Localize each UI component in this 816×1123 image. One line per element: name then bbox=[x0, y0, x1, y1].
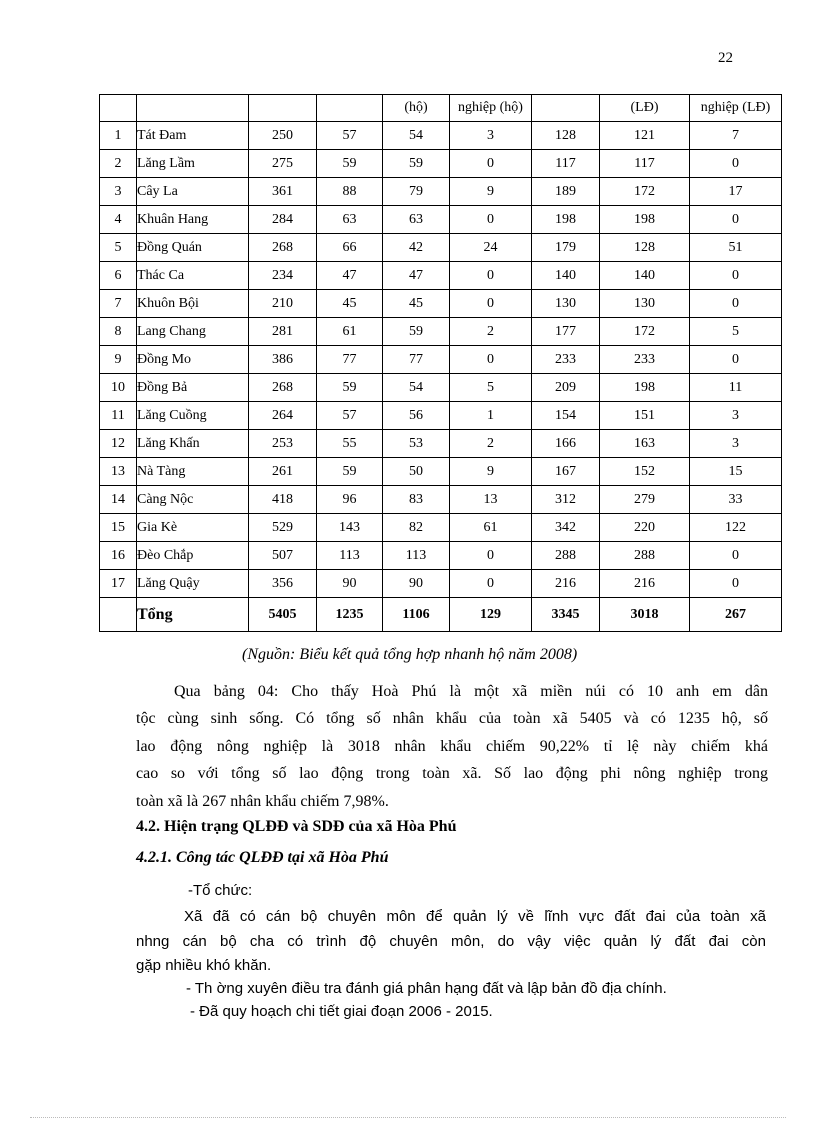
table-cell: 9 bbox=[100, 346, 137, 374]
table-cell: 0 bbox=[690, 570, 782, 598]
table-cell: 88 bbox=[317, 178, 383, 206]
table-row bbox=[100, 458, 782, 486]
table-cell: Đồng Bả bbox=[137, 374, 249, 402]
table-cell: 177 bbox=[532, 318, 600, 346]
table-cell: Lăng Khấn bbox=[137, 430, 249, 458]
table-row bbox=[100, 234, 782, 262]
table-cell: 57 bbox=[317, 402, 383, 430]
table-cell: 288 bbox=[600, 542, 690, 570]
table-cell: 9 bbox=[450, 458, 532, 486]
table-cell: 267 bbox=[690, 598, 782, 632]
table-cell: 0 bbox=[450, 262, 532, 290]
table-cell: 9 bbox=[450, 178, 532, 206]
table-cell: 261 bbox=[249, 458, 317, 486]
table-cell: 113 bbox=[317, 542, 383, 570]
table-cell: 82 bbox=[383, 514, 450, 542]
table-row bbox=[100, 290, 782, 318]
table-cell: 198 bbox=[600, 374, 690, 402]
table-cell: 0 bbox=[450, 570, 532, 598]
table-cell: 0 bbox=[450, 346, 532, 374]
table-cell: Lang Chang bbox=[137, 318, 249, 346]
table-cell: 130 bbox=[600, 290, 690, 318]
table-row bbox=[100, 430, 782, 458]
org-paragraph-line: Xã đã có cán bộ chuyên môn để quản lý về lĩnh vực đất đai của toàn xã bbox=[184, 908, 766, 925]
table-cell: 55 bbox=[317, 430, 383, 458]
table-cell: 250 bbox=[249, 122, 317, 150]
table-cell: 79 bbox=[383, 178, 450, 206]
table-cell bbox=[249, 95, 317, 122]
table-cell: 1 bbox=[100, 122, 137, 150]
table-cell: Tát Đam bbox=[137, 122, 249, 150]
table-cell: 83 bbox=[383, 486, 450, 514]
table-cell: 288 bbox=[532, 542, 600, 570]
table-cell: 117 bbox=[532, 150, 600, 178]
table-cell: 3345 bbox=[532, 598, 600, 632]
table-cell: 90 bbox=[383, 570, 450, 598]
table-cell: 59 bbox=[383, 150, 450, 178]
table-cell: 140 bbox=[532, 262, 600, 290]
table-cell: 0 bbox=[690, 150, 782, 178]
table-cell: 275 bbox=[249, 150, 317, 178]
table-cell: 47 bbox=[383, 262, 450, 290]
table-cell: 47 bbox=[317, 262, 383, 290]
table-cell: 198 bbox=[600, 206, 690, 234]
paragraph-line: toàn xã là 267 nhân khẩu chiếm 7,98%. bbox=[136, 792, 389, 810]
table-cell: 189 bbox=[532, 178, 600, 206]
table-cell: 3 bbox=[690, 402, 782, 430]
org-paragraph-line: nhng cán bộ cha có trình độ chuyên môn, do vậy việc quản lý đất đai còn bbox=[136, 933, 766, 950]
table-cell: 11 bbox=[690, 374, 782, 402]
table-cell: 140 bbox=[600, 262, 690, 290]
population-table bbox=[99, 94, 782, 632]
table-cell: 152 bbox=[600, 458, 690, 486]
table-row bbox=[100, 262, 782, 290]
table-cell: 5405 bbox=[249, 598, 317, 632]
table-cell: 507 bbox=[249, 542, 317, 570]
table-cell: 198 bbox=[532, 206, 600, 234]
table-cell: 77 bbox=[383, 346, 450, 374]
table-cell: 45 bbox=[317, 290, 383, 318]
table-cell: Càng Nộc bbox=[137, 486, 249, 514]
table-cell: Lăng Cuồng bbox=[137, 402, 249, 430]
table-cell: 0 bbox=[690, 262, 782, 290]
paragraph-line: Qua bảng 04: Cho thấy Hoà Phú là một xã miền núi có 10 anh em dân bbox=[174, 683, 768, 700]
table-cell: Đèo Chắp bbox=[137, 542, 249, 570]
table-cell: 210 bbox=[249, 290, 317, 318]
table-cell: Lăng Quậy bbox=[137, 570, 249, 598]
table-row bbox=[100, 178, 782, 206]
paragraph-line: tộc cùng sinh sống. Có tổng số nhân khẩu của toàn xã 5405 và có 1235 hộ, số bbox=[136, 710, 768, 728]
table-cell: 96 bbox=[317, 486, 383, 514]
table-cell: 0 bbox=[450, 150, 532, 178]
table-cell: 130 bbox=[532, 290, 600, 318]
table-cell: Tổng bbox=[137, 598, 249, 632]
table-cell: 51 bbox=[690, 234, 782, 262]
table-cell: 233 bbox=[532, 346, 600, 374]
table-cell: Đồng Mo bbox=[137, 346, 249, 374]
table-cell: nghiệp (hộ) bbox=[450, 95, 532, 122]
table-cell: 63 bbox=[317, 206, 383, 234]
table-cell: 0 bbox=[690, 542, 782, 570]
table-cell: 284 bbox=[249, 206, 317, 234]
table-cell: 16 bbox=[100, 542, 137, 570]
table-cell: 1106 bbox=[383, 598, 450, 632]
table-cell: 216 bbox=[600, 570, 690, 598]
table-cell: 10 bbox=[100, 374, 137, 402]
table-cell: 281 bbox=[249, 318, 317, 346]
table-cell: 166 bbox=[532, 430, 600, 458]
table-cell: 7 bbox=[690, 122, 782, 150]
table-cell: 56 bbox=[383, 402, 450, 430]
table-cell: 53 bbox=[383, 430, 450, 458]
table-cell: 143 bbox=[317, 514, 383, 542]
table-cell: 2 bbox=[100, 150, 137, 178]
table-cell: 24 bbox=[450, 234, 532, 262]
table-cell: 117 bbox=[600, 150, 690, 178]
table-row bbox=[100, 402, 782, 430]
table-cell: 2 bbox=[450, 318, 532, 346]
table-cell: (LĐ) bbox=[600, 95, 690, 122]
org-label: -Tổ chức: bbox=[188, 882, 253, 899]
table-cell: 163 bbox=[600, 430, 690, 458]
bullet-item: - Th ờng xuyên điều tra đánh giá phân hạng đất và lập bản đồ địa chính. bbox=[186, 980, 667, 997]
table-cell: 61 bbox=[450, 514, 532, 542]
table-cell: 8 bbox=[100, 318, 137, 346]
table-cell: 3018 bbox=[600, 598, 690, 632]
table-cell: 418 bbox=[249, 486, 317, 514]
table-row bbox=[100, 150, 782, 178]
table-cell: 209 bbox=[532, 374, 600, 402]
table-cell: 2 bbox=[450, 430, 532, 458]
table-cell: 13 bbox=[100, 458, 137, 486]
table-cell: 342 bbox=[532, 514, 600, 542]
table-total-row bbox=[100, 598, 782, 632]
table-cell: Nà Tàng bbox=[137, 458, 249, 486]
table-cell: Gia Kè bbox=[137, 514, 249, 542]
table-cell: 5 bbox=[100, 234, 137, 262]
table-cell: 3 bbox=[100, 178, 137, 206]
table-cell: 216 bbox=[532, 570, 600, 598]
table-cell: 42 bbox=[383, 234, 450, 262]
subsection-heading: 4.2.1. Công tác QLĐĐ tại xã Hòa Phú bbox=[136, 849, 389, 866]
table-cell: Đồng Quán bbox=[137, 234, 249, 262]
table-cell: 220 bbox=[600, 514, 690, 542]
table-cell: 5 bbox=[690, 318, 782, 346]
table-cell: 172 bbox=[600, 318, 690, 346]
table-cell: 66 bbox=[317, 234, 383, 262]
table-cell: 11 bbox=[100, 402, 137, 430]
table-cell: 151 bbox=[600, 402, 690, 430]
table-cell: 0 bbox=[690, 206, 782, 234]
table-cell: 361 bbox=[249, 178, 317, 206]
table-row bbox=[100, 346, 782, 374]
table-cell: 50 bbox=[383, 458, 450, 486]
table-cell: 128 bbox=[532, 122, 600, 150]
table-cell bbox=[100, 95, 137, 122]
table-cell: 0 bbox=[450, 290, 532, 318]
table-cell: 7 bbox=[100, 290, 137, 318]
table-cell: 154 bbox=[532, 402, 600, 430]
table-row bbox=[100, 206, 782, 234]
table-cell: 61 bbox=[317, 318, 383, 346]
table-cell: Khuân Hang bbox=[137, 206, 249, 234]
analysis-paragraph bbox=[136, 678, 768, 815]
table-cell: 17 bbox=[100, 570, 137, 598]
table-cell: 529 bbox=[249, 514, 317, 542]
table-cell: 63 bbox=[383, 206, 450, 234]
table-cell: 253 bbox=[249, 430, 317, 458]
table-cell: 386 bbox=[249, 346, 317, 374]
table-cell: 4 bbox=[100, 206, 137, 234]
table-cell: 57 bbox=[317, 122, 383, 150]
table-cell: 59 bbox=[317, 374, 383, 402]
table-cell: 14 bbox=[100, 486, 137, 514]
table-cell: 167 bbox=[532, 458, 600, 486]
paragraph-line: lao động nông nghiệp là 3018 nhân khẩu chiếm 90,22% tỉ lệ này chiếm khá bbox=[136, 737, 768, 755]
table-cell: 1235 bbox=[317, 598, 383, 632]
paragraph-line: cao so với tổng số lao động trong toàn xã. Số lao động phi nông nghiệp trong bbox=[136, 765, 768, 783]
table-cell: 268 bbox=[249, 234, 317, 262]
table-cell: 12 bbox=[100, 430, 137, 458]
table-cell: 312 bbox=[532, 486, 600, 514]
table-cell: 13 bbox=[450, 486, 532, 514]
table-row bbox=[100, 542, 782, 570]
table-cell: 77 bbox=[317, 346, 383, 374]
section-heading: 4.2. Hiện trạng QLĐĐ và SDĐ của xã Hòa Phú bbox=[136, 818, 457, 835]
page-number: 22 bbox=[718, 50, 733, 66]
table-cell: Lăng Lầm bbox=[137, 150, 249, 178]
table-cell: 264 bbox=[249, 402, 317, 430]
table-cell: 45 bbox=[383, 290, 450, 318]
table-row bbox=[100, 122, 782, 150]
table-row bbox=[100, 570, 782, 598]
table-cell: 179 bbox=[532, 234, 600, 262]
table-cell: 90 bbox=[317, 570, 383, 598]
footer-divider bbox=[30, 1117, 786, 1118]
table-source-note: (Nguồn: Biểu kết quả tổng hợp nhanh hộ năm 2008) bbox=[242, 646, 578, 663]
table-row bbox=[100, 374, 782, 402]
table-cell bbox=[317, 95, 383, 122]
table-cell: 234 bbox=[249, 262, 317, 290]
table-cell: 54 bbox=[383, 122, 450, 150]
table-cell: 15 bbox=[690, 458, 782, 486]
table-row bbox=[100, 486, 782, 514]
table-cell: 5 bbox=[450, 374, 532, 402]
table-cell: 3 bbox=[690, 430, 782, 458]
table-row bbox=[100, 514, 782, 542]
table-cell bbox=[137, 95, 249, 122]
table-cell: 0 bbox=[450, 542, 532, 570]
table-cell: 233 bbox=[600, 346, 690, 374]
table-header-row bbox=[100, 95, 782, 122]
table-cell: 121 bbox=[600, 122, 690, 150]
table-cell bbox=[100, 598, 137, 632]
table-cell: 59 bbox=[317, 150, 383, 178]
table-cell: 172 bbox=[600, 178, 690, 206]
table-cell: 0 bbox=[690, 290, 782, 318]
table-cell: 0 bbox=[690, 346, 782, 374]
table-cell: 3 bbox=[450, 122, 532, 150]
table-cell: 1 bbox=[450, 402, 532, 430]
table-cell: 17 bbox=[690, 178, 782, 206]
table-cell: 54 bbox=[383, 374, 450, 402]
org-paragraph-line: gặp nhiều khó khăn. bbox=[136, 957, 272, 974]
table-cell: Khuôn Bội bbox=[137, 290, 249, 318]
table-cell bbox=[532, 95, 600, 122]
bullet-item: - Đã quy hoạch chi tiết giai đoạn 2006 - 2015. bbox=[190, 1003, 493, 1020]
table-cell: 113 bbox=[383, 542, 450, 570]
table-cell: 129 bbox=[450, 598, 532, 632]
table-cell: 59 bbox=[317, 458, 383, 486]
table-cell: Thác Ca bbox=[137, 262, 249, 290]
table-cell: 6 bbox=[100, 262, 137, 290]
table-cell: 279 bbox=[600, 486, 690, 514]
table-cell: (hộ) bbox=[383, 95, 450, 122]
table-cell: Cây La bbox=[137, 178, 249, 206]
table-cell: 356 bbox=[249, 570, 317, 598]
table-cell: 268 bbox=[249, 374, 317, 402]
table-cell: 59 bbox=[383, 318, 450, 346]
table-cell: 0 bbox=[450, 206, 532, 234]
table-cell: 128 bbox=[600, 234, 690, 262]
table-cell: 15 bbox=[100, 514, 137, 542]
table-cell: 122 bbox=[690, 514, 782, 542]
table-cell: nghiệp (LĐ) bbox=[690, 95, 782, 122]
table-cell: 33 bbox=[690, 486, 782, 514]
table-row bbox=[100, 318, 782, 346]
